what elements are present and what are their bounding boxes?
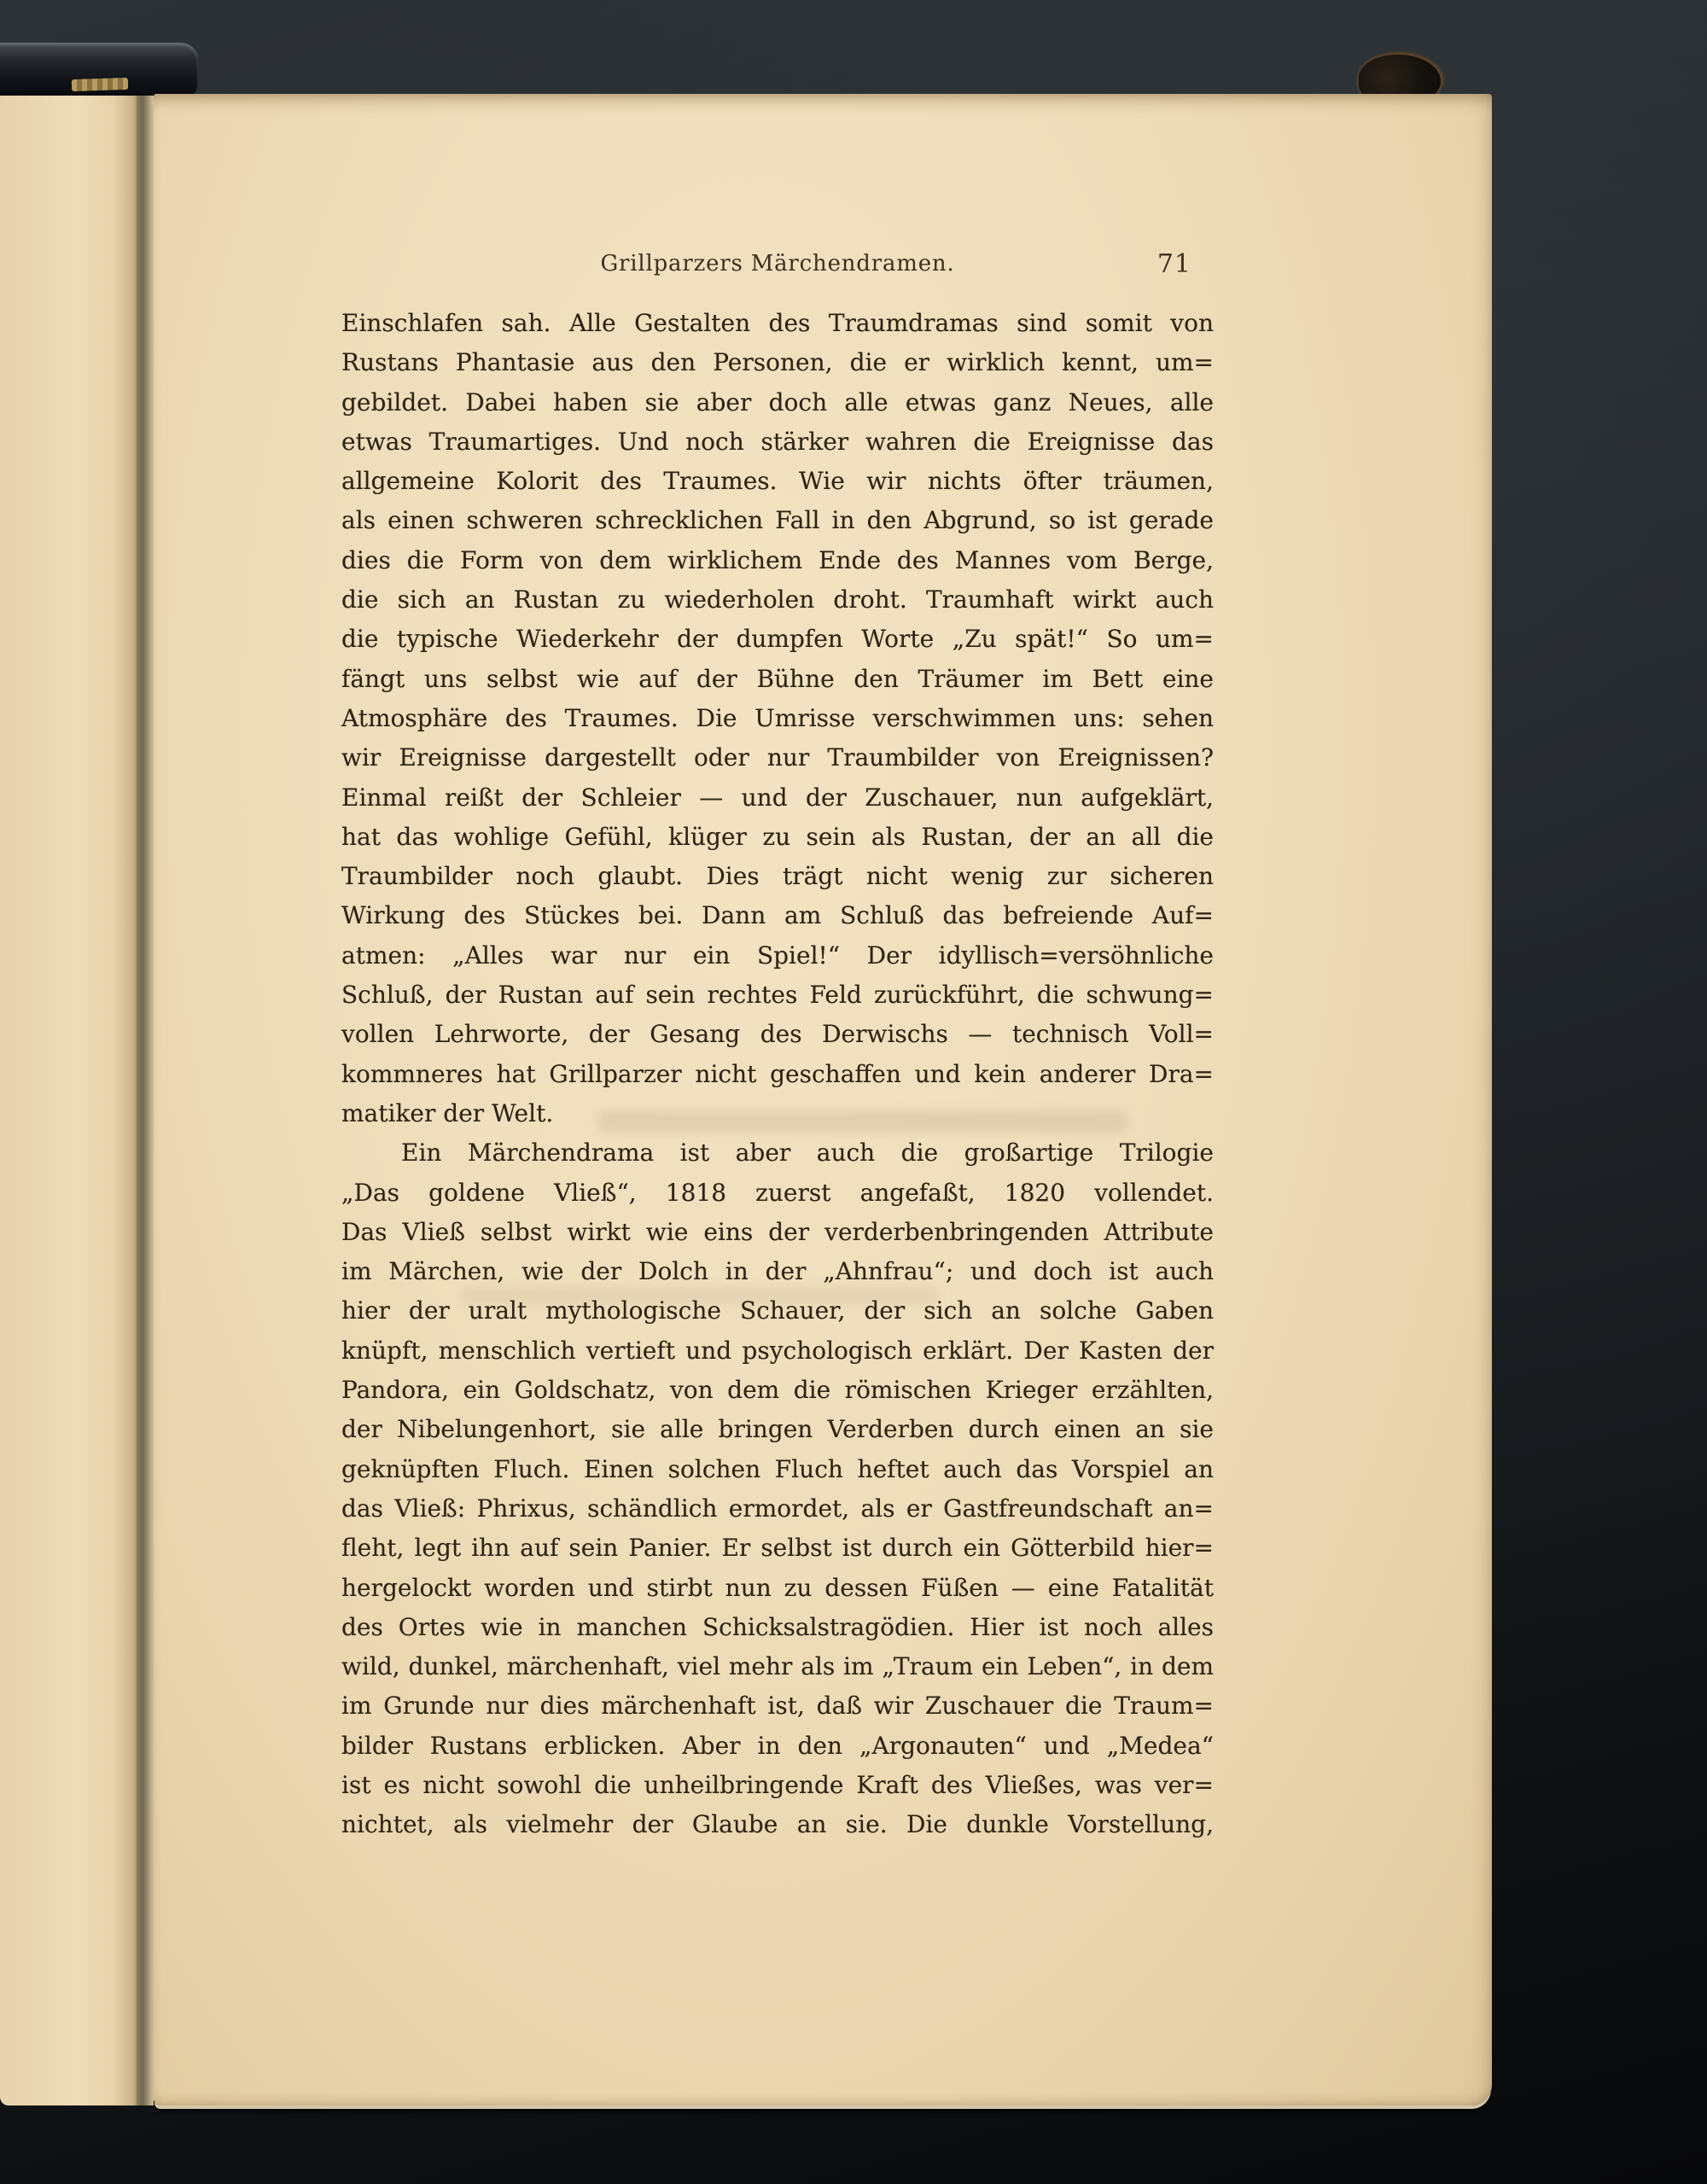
text-line: dies die Form von dem wirklichem Ende des Mannes vom Berge, bbox=[341, 545, 1214, 574]
book-headband bbox=[72, 78, 128, 91]
text-line: Atmosphäre des Traumes. Die Umrisse verschwimmen uns: sehen bbox=[341, 703, 1214, 732]
text-line: hat das wohlige Gefühl, klüger zu sein als Rustan, der an all die bbox=[341, 822, 1214, 851]
text-line: fleht, legt ihn auf sein Panier. Er selbst ist durch ein Götterbild hier= bbox=[341, 1534, 1214, 1563]
text-line: der Nibelungenhort, sie alle bringen Verderben durch einen an sie bbox=[341, 1415, 1214, 1444]
text-line: als einen schweren schrecklichen Fall in den Abgrund, so ist gerade bbox=[341, 506, 1214, 535]
running-head-title: Grillparzers Märchendramen. bbox=[600, 251, 955, 277]
text-line: kommneres hat Grillparzer nicht geschaffen und kein anderer Dra= bbox=[341, 1059, 1214, 1088]
text-line: etwas Traumartiges. Und noch stärker wahren die Ereignisse das bbox=[341, 427, 1214, 456]
text-line: Einschlafen sah. Alle Gestalten des Traumdramas sind somit von bbox=[341, 309, 1214, 337]
text-line: bilder Rustans erblicken. Aber in den „Argonauten“ und „Medea“ bbox=[341, 1731, 1214, 1760]
text-line: atmen: „Alles war nur ein Spiel!“ Der idyllisch=versöhnliche bbox=[341, 941, 1214, 970]
page-number: 71 bbox=[1156, 249, 1191, 279]
text-line: hergelockt worden und stirbt nun zu dessen Füßen — eine Fatalität bbox=[341, 1573, 1214, 1602]
text-line: wild, dunkel, märchenhaft, viel mehr als im „Traum ein Leben“, in dem bbox=[341, 1652, 1214, 1681]
text-line: des Ortes wie in manchen Schicksalstragödien. Hier ist noch alles bbox=[341, 1612, 1214, 1641]
facing-page-edge bbox=[0, 90, 138, 2105]
text-line: Wirkung des Stückes bei. Dann am Schluß das befreiende Auf= bbox=[341, 901, 1214, 930]
text-line: die sich an Rustan zu wiederholen droht. Traumhaft wirkt auch bbox=[341, 585, 1214, 614]
text-line: Einmal reißt der Schleier — und der Zuschauer, nun aufgeklärt, bbox=[341, 783, 1214, 812]
text-line: knüpft, menschlich vertieft und psychologisch erklärt. Der Kasten der bbox=[341, 1336, 1214, 1365]
text-line: die typische Wiederkehr der dumpfen Worte „Zu spät!“ So um= bbox=[341, 625, 1214, 654]
text-line: Das Vließ selbst wirkt wie eins der verderbenbringenden Attribute bbox=[341, 1217, 1214, 1246]
text-line: vollen Lehrworte, der Gesang des Derwischs — technisch Voll= bbox=[341, 1020, 1214, 1049]
text-line: hier der uralt mythologische Schauer, der sich an solche Gaben bbox=[341, 1296, 1214, 1325]
text-line: das Vließ: Phrixus, schändlich ermordet, als er Gastfreundschaft an= bbox=[341, 1494, 1214, 1523]
text-line: Rustans Phantasie aus den Personen, die er wirklich kennt, um= bbox=[341, 348, 1214, 377]
running-head bbox=[341, 251, 1214, 288]
book-page bbox=[154, 94, 1492, 2105]
text-line: fängt uns selbst wie auf der Bühne den Träumer im Bett eine bbox=[341, 664, 1214, 693]
text-line: im Märchen, wie der Dolch in der „Ahnfrau“; und doch ist auch bbox=[341, 1257, 1214, 1286]
text-line: wir Ereignisse dargestellt oder nur Traumbilder von Ereignissen? bbox=[341, 743, 1214, 772]
text-line: matiker der Welt. bbox=[341, 1098, 554, 1127]
text-line: nichtet, als vielmehr der Glaube an sie. Die dunkle Vorstellung, bbox=[341, 1810, 1214, 1839]
text-line: allgemeine Kolorit des Traumes. Wie wir nichts öfter träumen, bbox=[341, 467, 1214, 496]
text-line: gebildet. Dabei haben sie aber doch alle etwas ganz Neues, alle bbox=[341, 387, 1214, 416]
text-line: geknüpften Fluch. Einen solchen Fluch heftet auch das Vorspiel an bbox=[341, 1454, 1214, 1483]
text-line: Schluß, der Rustan auf sein rechtes Feld zurückführt, die schwung= bbox=[341, 981, 1214, 1010]
text-line: Traumbilder noch glaubt. Dies trägt nicht wenig zur sicheren bbox=[341, 862, 1214, 891]
text-line: Pandora, ein Goldschatz, von dem die römischen Krieger erzählten, bbox=[341, 1376, 1214, 1405]
gutter-shadow bbox=[137, 90, 154, 2105]
text-line: „Das goldene Vließ“, 1818 zuerst angefaßt, 1820 vollendet. bbox=[341, 1178, 1214, 1207]
text-line: im Grunde nur dies märchenhaft ist, daß wir Zuschauer die Traum= bbox=[341, 1692, 1214, 1721]
text-block bbox=[341, 304, 1214, 1845]
text-line: Ein Märchendrama ist aber auch die großartige Trilogie bbox=[401, 1139, 1214, 1168]
text-line: ist es nicht sowohl die unheilbringende Kraft des Vließes, was ver= bbox=[341, 1770, 1214, 1799]
